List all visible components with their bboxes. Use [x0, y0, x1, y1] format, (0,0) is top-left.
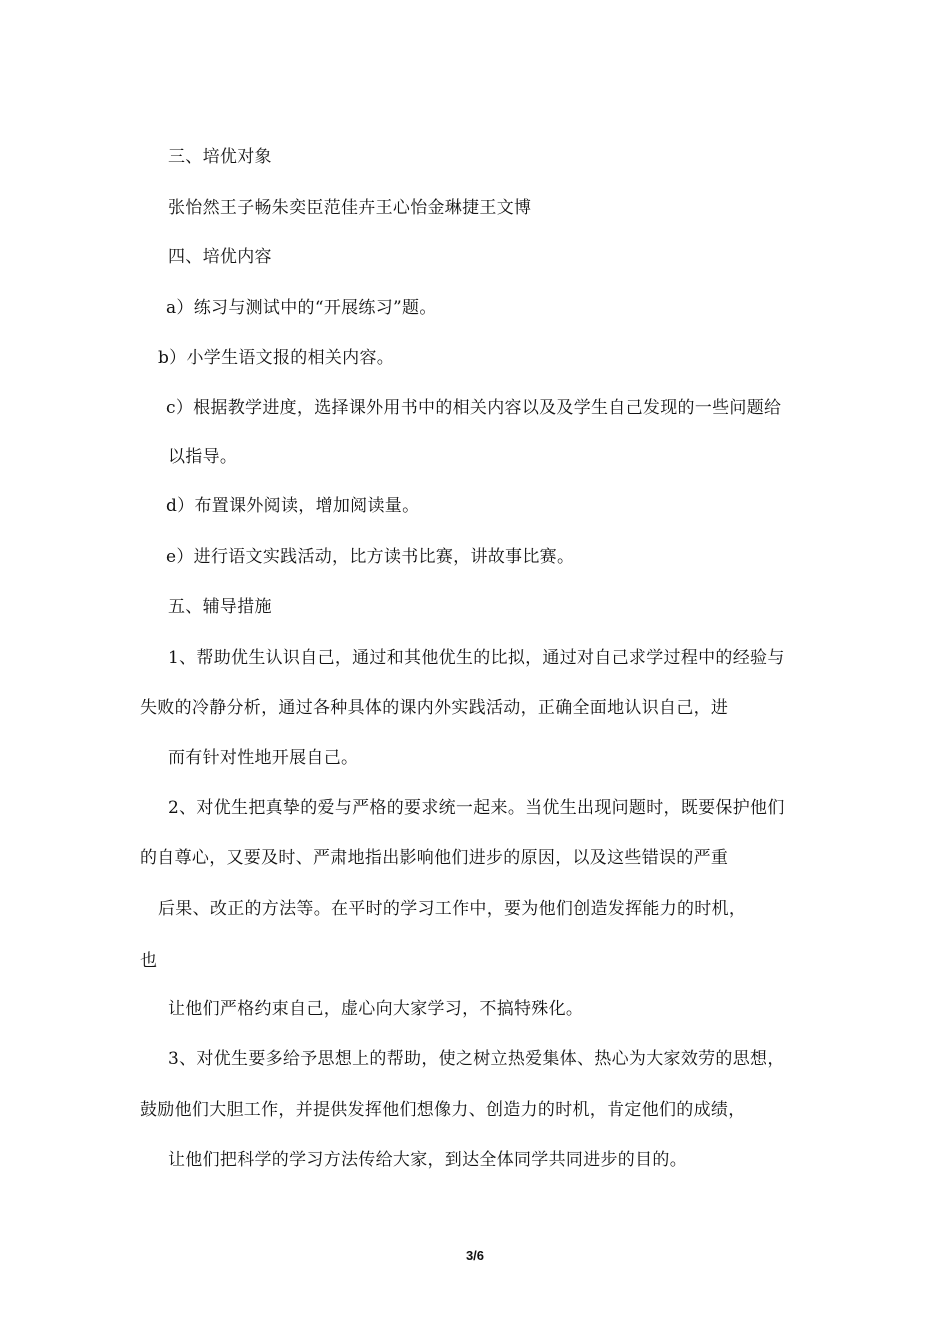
measure-1-line-1: 1、帮助优生认识自己，通过和其他优生的比拟，通过对自己求学过程中的经验与	[168, 648, 785, 668]
student-names: 张怡然王子畅朱奕臣范佳卉王心怡金琳捷王文博	[168, 198, 532, 218]
section-heading-4: 四、培优内容	[168, 247, 272, 267]
content-item-d: d）布置课外阅读，增加阅读量。	[166, 496, 420, 516]
measure-2-line-3: 后果、改正的方法等。在平时的学习工作中，要为他们创造发挥能力的时机，	[158, 899, 747, 919]
section-heading-5: 五、辅导措施	[168, 597, 272, 617]
measure-1-line-2: 失败的冷静分析，通过各种具体的课内外实践活动，正确全面地认识自己，进	[140, 698, 729, 718]
content-item-c-cont: 以指导。	[168, 447, 238, 467]
page-number: 3/6	[465, 1248, 485, 1263]
measure-3-line-3: 让他们把科学的学习方法传给大家，到达全体同学共同进步的目的。	[168, 1150, 687, 1170]
measure-2-line-1: 2、对优生把真挚的爱与严格的要求统一起来。当优生出现问题时，既要保护他们	[168, 798, 785, 818]
measure-2-line-5: 让他们严格约束自己，虚心向大家学习，不搞特殊化。	[168, 999, 584, 1019]
content-item-a: a）练习与测试中的“开展练习”题。	[166, 298, 437, 318]
content-item-b: b）小学生语文报的相关内容。	[158, 348, 395, 368]
measure-3-line-2: 鼓励他们大胆工作，并提供发挥他们想像力、创造力的时机，肯定他们的成绩，	[140, 1100, 746, 1120]
measure-3-line-1: 3、对优生要多给予思想上的帮助，使之树立热爱集体、热心为大家效劳的思想，	[168, 1049, 785, 1069]
content-item-e: e）进行语文实践活动，比方读书比赛，讲故事比赛。	[166, 547, 575, 567]
content-item-c: c）根据教学进度，选择课外用书中的相关内容以及及学生自己发现的一些问题给	[166, 398, 782, 418]
section-heading-3: 三、培优对象	[168, 147, 272, 167]
measure-1-line-3: 而有针对性地开展自己。	[168, 748, 359, 768]
measure-2-line-4: 也	[140, 951, 158, 971]
measure-2-line-2: 的自尊心，又要及时、严肃地指出影响他们进步的原因，以及这些错误的严重	[140, 848, 729, 868]
